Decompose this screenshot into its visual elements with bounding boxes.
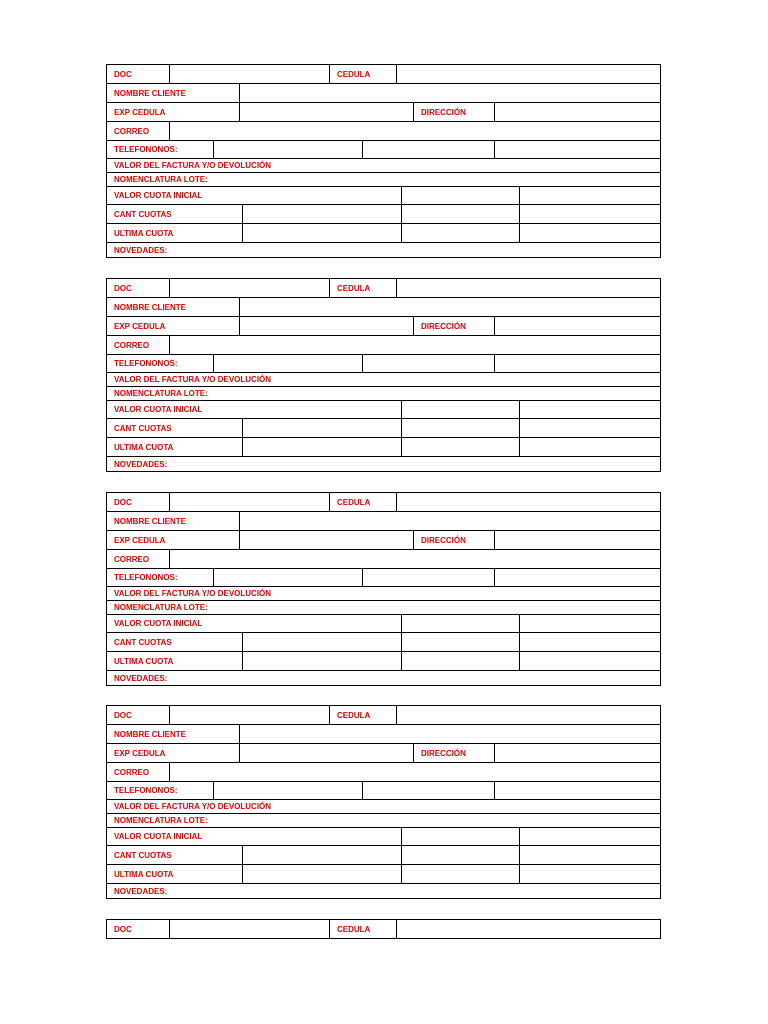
doc-field[interactable] bbox=[169, 706, 329, 724]
doc-label: DOC bbox=[114, 283, 132, 293]
correo-label: CORREO bbox=[114, 767, 150, 777]
ultima-cuota-field-3[interactable] bbox=[519, 865, 660, 883]
ultima-cuota-field-1[interactable] bbox=[242, 224, 401, 242]
nombre-cliente-label: NOMBRE CLIENTE bbox=[114, 302, 186, 312]
telefonos-row bbox=[107, 568, 660, 586]
novedades-label: NOVEDADES: bbox=[114, 673, 168, 683]
ultima-cuota-label: ULTIMA CUOTA bbox=[114, 869, 174, 879]
client-form-5 bbox=[106, 919, 661, 939]
correo-row bbox=[107, 762, 660, 781]
direccion-field[interactable] bbox=[494, 531, 660, 549]
cant-cuotas-field-1[interactable] bbox=[242, 419, 401, 437]
nombre-cliente-field[interactable] bbox=[239, 725, 660, 743]
cedula-label: CEDULA bbox=[329, 65, 396, 83]
doc-row bbox=[107, 65, 660, 83]
direccion-field[interactable] bbox=[494, 744, 660, 762]
ultima-cuota-field-1[interactable] bbox=[242, 438, 401, 456]
telefono-field-2[interactable] bbox=[362, 355, 494, 372]
doc-label: DOC bbox=[114, 710, 132, 720]
doc-field[interactable] bbox=[169, 920, 329, 938]
telefonos-label: TELEFONONOS: bbox=[114, 145, 178, 154]
valor-cuota-inicial-label: VALOR CUOTA INICIAL bbox=[114, 832, 203, 841]
doc-label: DOC bbox=[114, 497, 132, 507]
cant-cuotas-field-1[interactable] bbox=[242, 633, 401, 651]
doc-row bbox=[107, 920, 660, 938]
cant-cuotas-row bbox=[107, 632, 660, 651]
valor-factura-row bbox=[107, 586, 660, 600]
nombre-row bbox=[107, 83, 660, 102]
valor-factura-label: VALOR DEL FACTURA Y/O DEVOLUCIÓN bbox=[114, 589, 272, 598]
valor-factura-label: VALOR DEL FACTURA Y/O DEVOLUCIÓN bbox=[114, 802, 272, 811]
telefono-field-3[interactable] bbox=[494, 782, 660, 799]
nomenclatura-lote-label: NOMENCLATURA LOTE: bbox=[114, 175, 208, 184]
telefono-field-3[interactable] bbox=[494, 355, 660, 372]
correo-field[interactable] bbox=[169, 763, 660, 781]
telefono-field-1[interactable] bbox=[213, 141, 362, 158]
cant-cuotas-label: CANT CUOTAS bbox=[114, 850, 172, 860]
cedula-field[interactable] bbox=[396, 65, 660, 83]
nombre-cliente-field[interactable] bbox=[239, 512, 660, 530]
direccion-field[interactable] bbox=[494, 103, 660, 121]
doc-label: DOC bbox=[114, 924, 132, 934]
cant-cuotas-field-3[interactable] bbox=[519, 846, 660, 864]
correo-field[interactable] bbox=[169, 336, 660, 354]
ultima-cuota-label: ULTIMA CUOTA bbox=[114, 228, 174, 238]
doc-field[interactable] bbox=[169, 279, 329, 297]
ultima-cuota-field-1[interactable] bbox=[242, 865, 401, 883]
exp-cedula-label: EXP CEDULA bbox=[114, 321, 166, 331]
valor-factura-row bbox=[107, 799, 660, 813]
ultima-cuota-field-2[interactable] bbox=[401, 438, 519, 456]
cant-cuotas-field-1[interactable] bbox=[242, 205, 401, 223]
ultima-cuota-field-1[interactable] bbox=[242, 652, 401, 670]
novedades-label: NOVEDADES: bbox=[114, 245, 168, 255]
exp-cedula-label: EXP CEDULA bbox=[114, 107, 166, 117]
telefono-field-1[interactable] bbox=[213, 569, 362, 586]
doc-field[interactable] bbox=[169, 493, 329, 511]
ultima-cuota-field-2[interactable] bbox=[401, 865, 519, 883]
nomenclatura-lote-label: NOMENCLATURA LOTE: bbox=[114, 816, 208, 825]
nombre-cliente-field[interactable] bbox=[239, 298, 660, 316]
cant-cuotas-field-3[interactable] bbox=[519, 633, 660, 651]
telefono-field-3[interactable] bbox=[494, 569, 660, 586]
nomenclatura-row bbox=[107, 813, 660, 827]
cedula-field[interactable] bbox=[396, 706, 660, 724]
exp-cedula-field[interactable] bbox=[239, 317, 413, 335]
exp-cedula-field[interactable] bbox=[239, 531, 413, 549]
correo-row bbox=[107, 121, 660, 140]
doc-label: DOC bbox=[114, 69, 132, 79]
cuota-inicial-field-2[interactable] bbox=[519, 187, 660, 204]
cedula-field[interactable] bbox=[396, 920, 660, 938]
nombre-row bbox=[107, 511, 660, 530]
nomenclatura-row bbox=[107, 172, 660, 186]
nomenclatura-lote-label: NOMENCLATURA LOTE: bbox=[114, 603, 208, 612]
ultima-cuota-field-3[interactable] bbox=[519, 224, 660, 242]
direccion-label: DIRECCIÓN bbox=[413, 103, 494, 121]
doc-row bbox=[107, 279, 660, 297]
novedades-row bbox=[107, 242, 660, 257]
nomenclatura-row bbox=[107, 386, 660, 400]
cedula-field[interactable] bbox=[396, 493, 660, 511]
client-form-2 bbox=[106, 278, 661, 472]
cedula-label: CEDULA bbox=[329, 279, 396, 297]
direccion-label: DIRECCIÓN bbox=[413, 531, 494, 549]
correo-label: CORREO bbox=[114, 340, 150, 350]
telefonos-row bbox=[107, 140, 660, 158]
correo-label: CORREO bbox=[114, 126, 150, 136]
cuota-inicial-field-1[interactable] bbox=[401, 187, 519, 204]
cant-cuotas-field-2[interactable] bbox=[401, 419, 519, 437]
correo-label: CORREO bbox=[114, 554, 150, 564]
valor-factura-label: VALOR DEL FACTURA Y/O DEVOLUCIÓN bbox=[114, 161, 272, 170]
cuota-inicial-field-1[interactable] bbox=[401, 615, 519, 632]
exp-cedula-field[interactable] bbox=[239, 744, 413, 762]
client-form-3 bbox=[106, 492, 661, 686]
cuota-inicial-row bbox=[107, 614, 660, 632]
ultima-cuota-row bbox=[107, 864, 660, 883]
correo-field[interactable] bbox=[169, 122, 660, 140]
doc-row bbox=[107, 706, 660, 724]
cant-cuotas-field-2[interactable] bbox=[401, 205, 519, 223]
telefonos-label: TELEFONONOS: bbox=[114, 359, 178, 368]
valor-cuota-inicial-label: VALOR CUOTA INICIAL bbox=[114, 405, 203, 414]
nombre-row bbox=[107, 297, 660, 316]
cant-cuotas-field-3[interactable] bbox=[519, 205, 660, 223]
nombre-cliente-field[interactable] bbox=[239, 84, 660, 102]
cuota-inicial-field-2[interactable] bbox=[519, 401, 660, 418]
cant-cuotas-row bbox=[107, 845, 660, 864]
exp-cedula-label: EXP CEDULA bbox=[114, 535, 166, 545]
ultima-cuota-label: ULTIMA CUOTA bbox=[114, 442, 174, 452]
exp-row bbox=[107, 530, 660, 549]
ultima-cuota-row bbox=[107, 437, 660, 456]
novedades-row bbox=[107, 456, 660, 471]
cedula-label: CEDULA bbox=[329, 706, 396, 724]
ultima-cuota-label: ULTIMA CUOTA bbox=[114, 656, 174, 666]
cedula-label: CEDULA bbox=[329, 493, 396, 511]
ultima-cuota-field-3[interactable] bbox=[519, 652, 660, 670]
novedades-row bbox=[107, 883, 660, 898]
doc-field[interactable] bbox=[169, 65, 329, 83]
direccion-label: DIRECCIÓN bbox=[413, 317, 494, 335]
cuota-inicial-field-1[interactable] bbox=[401, 401, 519, 418]
client-form-4 bbox=[106, 705, 661, 899]
novedades-label: NOVEDADES: bbox=[114, 886, 168, 896]
telefono-field-1[interactable] bbox=[213, 355, 362, 372]
novedades-row bbox=[107, 670, 660, 685]
ultima-cuota-field-3[interactable] bbox=[519, 438, 660, 456]
nomenclatura-row bbox=[107, 600, 660, 614]
cant-cuotas-label: CANT CUOTAS bbox=[114, 637, 172, 647]
direccion-label: DIRECCIÓN bbox=[413, 744, 494, 762]
telefono-field-3[interactable] bbox=[494, 141, 660, 158]
cuota-inicial-field-2[interactable] bbox=[519, 828, 660, 845]
novedades-label: NOVEDADES: bbox=[114, 459, 168, 469]
telefono-field-2[interactable] bbox=[362, 782, 494, 799]
cuota-inicial-row bbox=[107, 186, 660, 204]
valor-factura-label: VALOR DEL FACTURA Y/O DEVOLUCIÓN bbox=[114, 375, 272, 384]
cant-cuotas-field-3[interactable] bbox=[519, 419, 660, 437]
exp-cedula-label: EXP CEDULA bbox=[114, 748, 166, 758]
telefono-field-2[interactable] bbox=[362, 569, 494, 586]
exp-cedula-field[interactable] bbox=[239, 103, 413, 121]
exp-row bbox=[107, 316, 660, 335]
exp-row bbox=[107, 743, 660, 762]
direccion-field[interactable] bbox=[494, 317, 660, 335]
telefono-field-1[interactable] bbox=[213, 782, 362, 799]
nombre-cliente-label: NOMBRE CLIENTE bbox=[114, 88, 186, 98]
cuota-inicial-field-1[interactable] bbox=[401, 828, 519, 845]
cuota-inicial-row bbox=[107, 827, 660, 845]
valor-factura-row bbox=[107, 372, 660, 386]
telefono-field-2[interactable] bbox=[362, 141, 494, 158]
nombre-cliente-label: NOMBRE CLIENTE bbox=[114, 729, 186, 739]
exp-row bbox=[107, 102, 660, 121]
telefonos-row bbox=[107, 781, 660, 799]
cant-cuotas-field-1[interactable] bbox=[242, 846, 401, 864]
cant-cuotas-label: CANT CUOTAS bbox=[114, 423, 172, 433]
client-form-1 bbox=[106, 64, 661, 258]
cant-cuotas-field-2[interactable] bbox=[401, 846, 519, 864]
ultima-cuota-row bbox=[107, 651, 660, 670]
nomenclatura-lote-label: NOMENCLATURA LOTE: bbox=[114, 389, 208, 398]
telefonos-label: TELEFONONOS: bbox=[114, 786, 178, 795]
correo-field[interactable] bbox=[169, 550, 660, 568]
cant-cuotas-row bbox=[107, 418, 660, 437]
doc-row bbox=[107, 493, 660, 511]
ultima-cuota-field-2[interactable] bbox=[401, 224, 519, 242]
ultima-cuota-row bbox=[107, 223, 660, 242]
valor-factura-row bbox=[107, 158, 660, 172]
telefonos-label: TELEFONONOS: bbox=[114, 573, 178, 582]
valor-cuota-inicial-label: VALOR CUOTA INICIAL bbox=[114, 191, 203, 200]
nombre-row bbox=[107, 724, 660, 743]
nombre-cliente-label: NOMBRE CLIENTE bbox=[114, 516, 186, 526]
telefonos-row bbox=[107, 354, 660, 372]
cedula-label: CEDULA bbox=[329, 920, 396, 938]
correo-row bbox=[107, 335, 660, 354]
cant-cuotas-field-2[interactable] bbox=[401, 633, 519, 651]
cuota-inicial-field-2[interactable] bbox=[519, 615, 660, 632]
cuota-inicial-row bbox=[107, 400, 660, 418]
cant-cuotas-row bbox=[107, 204, 660, 223]
valor-cuota-inicial-label: VALOR CUOTA INICIAL bbox=[114, 619, 203, 628]
cant-cuotas-label: CANT CUOTAS bbox=[114, 209, 172, 219]
ultima-cuota-field-2[interactable] bbox=[401, 652, 519, 670]
cedula-field[interactable] bbox=[396, 279, 660, 297]
correo-row bbox=[107, 549, 660, 568]
